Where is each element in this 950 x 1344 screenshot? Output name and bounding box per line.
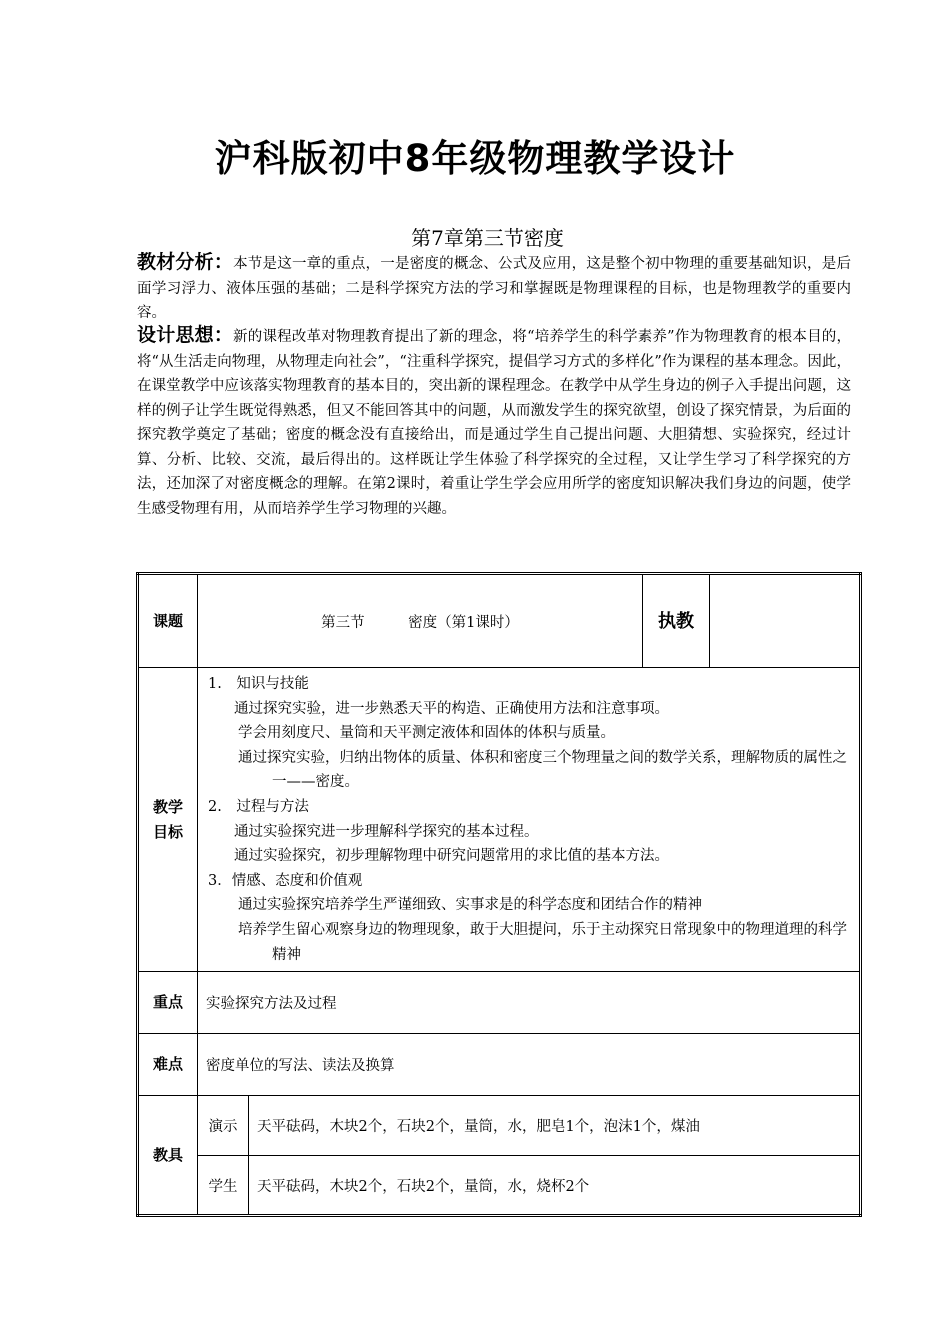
goals-content bbox=[198, 668, 861, 972]
topic-row bbox=[138, 574, 861, 668]
goal-section-heading: 3．情感、态度和价值观 bbox=[208, 872, 363, 889]
goals-row bbox=[138, 668, 861, 972]
design-heading: 设计思想： bbox=[137, 324, 234, 346]
difficulty-row bbox=[138, 1034, 861, 1096]
lesson-plan-table bbox=[136, 572, 862, 1217]
tools-sub-label: 学生 bbox=[198, 1156, 249, 1216]
key-point-label: 重点 bbox=[138, 972, 198, 1034]
tools-value: 天平砝码，木块2个，石块2个，量筒，水，烧杯2个 bbox=[249, 1156, 861, 1216]
design-paragraph bbox=[137, 323, 851, 521]
goal-item: 通过实验探究培养学生严谨细致、实事求是的科学态度和团结合作的精神 bbox=[238, 897, 702, 914]
difficulty-value: 密度单位的写法、读法及换算 bbox=[198, 1034, 861, 1096]
goal-item: 通过实验探究，初步理解物理中研究问题常用的求比值的基本方法。 bbox=[234, 848, 669, 865]
document-subtitle: 第7章第三节密度 bbox=[411, 226, 564, 250]
topic-label: 课题 bbox=[138, 574, 198, 668]
teacher-label: 执教 bbox=[643, 574, 710, 668]
design-text: 新的课程改革对物理教育提出了新的理念，将“培养学生的科学素养”作为物理教育的根本目的，将“从生活走向物理，从物理走向社会”，“注重科学探究，提倡学习方式的多样化”作为课程的基本理念。因此，在课堂教学中应该落实物理教育的基本目的，突出新的课程理念。在教学中从学生身边的例子入手提出问题，这样的例子让学生既觉得熟悉，但又不能回答其中的问题，从而激发学生的探究欲望，创设了探究情景，为后面的探究教学奠定了基础；密度的概念没有直接给出，而是通过学生自己提出问题、大胆猜想、实验探究，经过计算、分析、比较、交流，最后得出的。这样既让学生体验了科学探究的全过程，又让学生学习了科学探究的方法，还加深了对密度概念的理解。在第2课时，着重让学生学会应用所学的密度知识解决我们身边的问题，使学生感受物理有用，从而培养学生学习物理的兴趣。 bbox=[137, 329, 851, 517]
goal-section-heading: 1. 知识与技能 bbox=[208, 676, 309, 692]
goal-item: 培养学生留心观察身边的物理现象，敢于大胆提问，乐于主动探究日常现象中的物理道理的科学精神 bbox=[238, 921, 847, 963]
tools-row bbox=[138, 1156, 861, 1216]
tools-value: 天平砝码，木块2个，石块2个，量筒，水，肥皂1个，泡沫1个，煤油 bbox=[249, 1096, 861, 1156]
goal-section-heading: 2. 过程与方法 bbox=[208, 798, 309, 815]
tools-label: 教具 bbox=[138, 1096, 198, 1216]
tools-sub-label: 演示 bbox=[198, 1096, 249, 1156]
goals-label bbox=[138, 668, 198, 972]
tools-row bbox=[138, 1096, 861, 1156]
document-title: 沪科版初中8年级物理教学设计 bbox=[214, 137, 736, 180]
goal-item: 学会用刻度尺、量筒和天平测定液体和固体的体积与质量。 bbox=[238, 725, 615, 742]
difficulty-label: 难点 bbox=[138, 1034, 198, 1096]
analysis-text: 本节是这一章的重点，一是密度的概念、公式及应用，这是整个初中物理的重要基础知识，是后面学习浮力、液体压强的基础；二是科学探究方法的学习和掌握既是物理课程的目标，也是物理教学的重要内容。 bbox=[137, 256, 851, 321]
analysis-paragraph bbox=[137, 250, 851, 326]
analysis-heading: 教材分析： bbox=[137, 251, 234, 273]
goals-label-text: 教学目标 bbox=[152, 797, 183, 841]
topic-value: 第三节 密度（第1课时） bbox=[198, 574, 643, 668]
goal-item: 通过实验探究进一步理解科学探究的基本过程。 bbox=[234, 823, 539, 840]
goal-item: 通过探究实验，进一步熟悉天平的构造、正确使用方法和注意事项。 bbox=[234, 700, 669, 717]
goal-item: 通过探究实验，归纳出物体的质量、体积和密度三个物理量之间的数学关系，理解物质的属性之一——密度。 bbox=[238, 749, 847, 791]
key-point-value: 实验探究方法及过程 bbox=[198, 972, 861, 1034]
teacher-value[interactable] bbox=[710, 574, 861, 668]
key-point-row bbox=[138, 972, 861, 1034]
